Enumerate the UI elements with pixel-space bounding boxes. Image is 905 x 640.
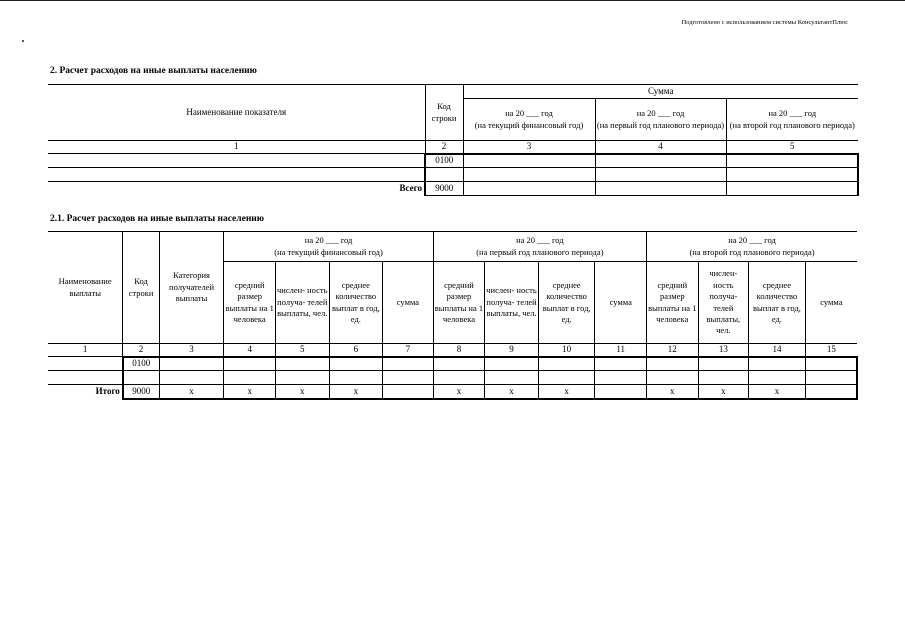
- col-number: 2: [425, 141, 463, 154]
- col-number: 3: [159, 344, 224, 357]
- data-cell: [726, 168, 858, 182]
- col-number: 4: [224, 344, 276, 357]
- sub-sum-header: сумма: [383, 262, 434, 344]
- data-cell: [595, 385, 647, 399]
- data-cell: [433, 357, 485, 371]
- section2-title: 2. Расчет расходов на иные выплаты населению: [50, 66, 257, 76]
- data-cell: [595, 357, 647, 371]
- data-cell: [805, 385, 857, 399]
- data-cell: [383, 385, 434, 399]
- data-cell: [463, 182, 595, 196]
- data-cell: [383, 357, 434, 371]
- data-cell: [805, 371, 857, 385]
- table-row-name-cell: [48, 371, 123, 385]
- data-cell: [726, 182, 858, 196]
- table-section2: [48, 84, 859, 196]
- x-cell: x: [538, 385, 595, 399]
- sub-avg-header: средний размер выплаты на 1 человека: [224, 262, 276, 344]
- data-cell: [698, 357, 749, 371]
- row-code-cell: [123, 371, 159, 385]
- sub-count-header: числен- ность получа- телей выплаты, чел.: [485, 262, 539, 344]
- row-code-cell: [425, 168, 463, 182]
- x-cell: x: [647, 385, 699, 399]
- period-header-2: на 20 ___ год (на первый год планового периода): [595, 99, 726, 141]
- data-cell: [595, 168, 726, 182]
- col-number: 4: [595, 141, 726, 154]
- total-code-cell: 9000: [425, 182, 463, 196]
- col-number: 15: [805, 344, 857, 357]
- data-cell: [647, 371, 699, 385]
- sub-sum-header: сумма: [805, 262, 857, 344]
- row-code-cell: 0100: [123, 357, 159, 371]
- sub-qty-header: среднее количество выплат в год, ед.: [329, 262, 383, 344]
- table-section21: [48, 231, 858, 400]
- period-header-1: на 20 ___ год (на текущий финансовый год): [463, 99, 595, 141]
- data-cell: [329, 371, 383, 385]
- col-name-header: Наименование выплаты: [48, 232, 123, 344]
- total-label: Итого: [95, 386, 120, 397]
- data-cell: [275, 357, 329, 371]
- col-name-header: Наименование показателя: [48, 85, 425, 141]
- x-cell: x: [159, 385, 224, 399]
- col-sum-header: Сумма: [463, 85, 858, 99]
- col-number: 1: [48, 141, 425, 154]
- sub-avg-header: средний размер выплаты на 1 человека: [433, 262, 485, 344]
- data-cell: [159, 371, 224, 385]
- data-cell: [159, 357, 224, 371]
- top-border-line: [0, 0, 905, 1]
- sub-qty-header: среднее количество выплат в год, ед.: [538, 262, 595, 344]
- sub-qty-header: среднее количество выплат в год, ед.: [749, 262, 806, 344]
- data-cell: [595, 154, 726, 168]
- data-cell: [538, 371, 595, 385]
- table-row-name-cell: [48, 357, 123, 371]
- col-number: 13: [698, 344, 749, 357]
- data-cell: [749, 371, 806, 385]
- col-number: 10: [538, 344, 595, 357]
- col-number: 11: [595, 344, 647, 357]
- period-header-1: на 20 ___ год (на текущий финансовый год): [224, 232, 433, 262]
- sub-count-header: числен- ность получа- телей выплаты, чел.: [698, 262, 749, 344]
- x-cell: x: [433, 385, 485, 399]
- col-number: 12: [647, 344, 699, 357]
- data-cell: [485, 371, 539, 385]
- sub-avg-header: средний размер выплаты на 1 человека: [647, 262, 699, 344]
- col-number: 9: [485, 344, 539, 357]
- data-cell: [224, 357, 276, 371]
- col-code-header: Код строки: [123, 232, 159, 344]
- x-cell: x: [275, 385, 329, 399]
- x-cell: x: [224, 385, 276, 399]
- col-code-header: Код строки: [425, 85, 463, 141]
- data-cell: [805, 357, 857, 371]
- x-cell: x: [749, 385, 806, 399]
- col-number: 3: [463, 141, 595, 154]
- data-cell: [647, 357, 699, 371]
- col-number: 7: [383, 344, 434, 357]
- data-cell: [383, 371, 434, 385]
- data-cell: [329, 357, 383, 371]
- x-cell: x: [485, 385, 539, 399]
- data-cell: [595, 182, 726, 196]
- period-header-3: на 20 ___ год (на второй год планового периода): [647, 232, 857, 262]
- sub-count-header: числен- ность получа- телей выплаты, чел.: [275, 262, 329, 344]
- col-number: 5: [726, 141, 858, 154]
- x-cell: x: [329, 385, 383, 399]
- table-row-name-cell: [48, 154, 425, 168]
- col-number: 2: [123, 344, 159, 357]
- total-code-cell: 9000: [123, 385, 159, 399]
- data-cell: [463, 154, 595, 168]
- data-cell: [749, 357, 806, 371]
- section21-title: 2.1. Расчет расходов на иные выплаты населению: [50, 214, 265, 224]
- data-cell: [275, 371, 329, 385]
- col-category-header: Категория получателей выплаты: [159, 232, 224, 344]
- data-cell: [726, 154, 858, 168]
- header-note: Подготовлено с использованием системы КонсультантПлюс: [681, 19, 848, 26]
- row-code-cell: 0100: [425, 154, 463, 168]
- data-cell: [463, 168, 595, 182]
- scan-speck: [22, 40, 24, 42]
- col-number: 14: [749, 344, 806, 357]
- col-number: 5: [275, 344, 329, 357]
- data-cell: [433, 371, 485, 385]
- col-number: 1: [48, 344, 123, 357]
- period-header-3: на 20 ___ год (на второй год планового периода): [726, 99, 858, 141]
- data-cell: [224, 371, 276, 385]
- data-cell: [595, 371, 647, 385]
- sub-sum-header: сумма: [595, 262, 647, 344]
- total-label: Всего: [399, 183, 422, 194]
- col-number: 6: [329, 344, 383, 357]
- col-number: 8: [433, 344, 485, 357]
- table-row-name-cell: [48, 168, 425, 182]
- data-cell: [485, 357, 539, 371]
- x-cell: x: [698, 385, 749, 399]
- data-cell: [698, 371, 749, 385]
- data-cell: [538, 357, 595, 371]
- period-header-2: на 20 ___ год (на первый год планового периода): [433, 232, 646, 262]
